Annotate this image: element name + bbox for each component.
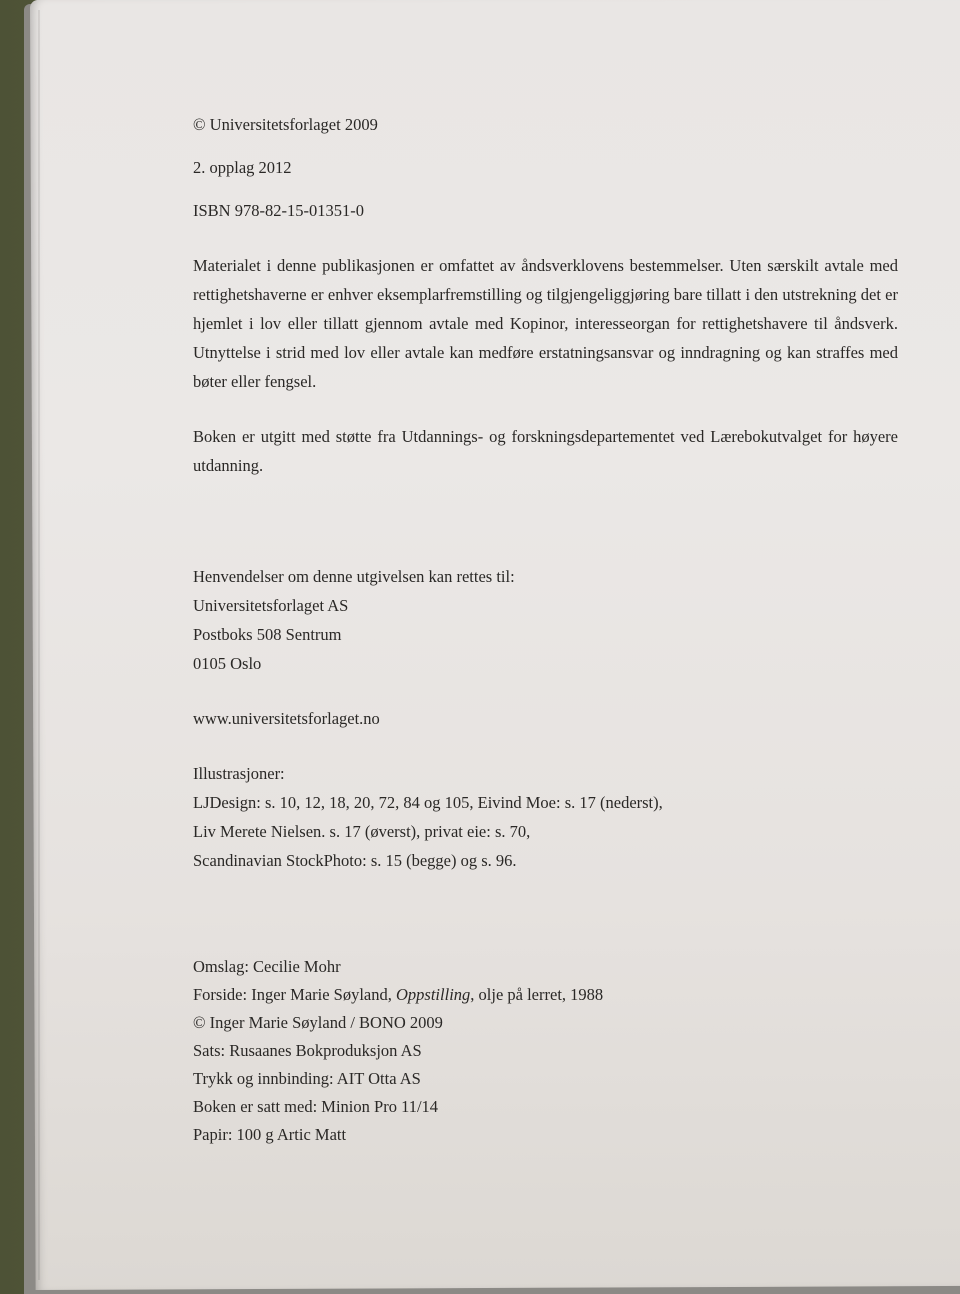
- contact-po-box: Postboks 508 Sentrum: [193, 625, 342, 644]
- publisher-website: www.universitetsforlaget.no: [193, 709, 380, 728]
- illustrations-line-1: LJDesign: s. 10, 12, 18, 20, 72, 84 og 105, Eivind Moe: s. 17 (nederst),: [193, 793, 663, 812]
- paper-credit: Papir: 100 g Artic Matt: [193, 1125, 347, 1144]
- front-artwork-copyright: © Inger Marie Søyland / BONO 2009: [193, 1013, 443, 1032]
- cover-credit: Omslag: Cecilie Mohr: [193, 957, 341, 976]
- contact-city: 0105 Oslo: [193, 654, 262, 673]
- illustrations-line-2: Liv Merete Nielsen. s. 17 (øverst), privat eie: s. 70,: [193, 822, 531, 841]
- illustrations-line-3: Scandinavian StockPhoto: s. 15 (begge) og s. 96.: [193, 851, 517, 870]
- copyright-line: © Universitetsforlaget 2009: [193, 115, 378, 134]
- typeface-credit: Boken er satt med: Minion Pro 11/14: [193, 1097, 439, 1116]
- illustrations-heading: Illustrasjoner:: [193, 764, 285, 783]
- colophon-page-content: [193, 110, 898, 1149]
- front-artwork-title: Oppstilling: [396, 985, 471, 1004]
- front-credit-prefix: Forside: Inger Marie Søyland,: [193, 985, 397, 1004]
- colophon-credits: [193, 953, 898, 1149]
- front-credit-suffix: , olje på lerret, 1988: [470, 985, 604, 1004]
- printing-credit: Trykk og innbinding: AIT Otta AS: [193, 1069, 421, 1088]
- front-credit: [193, 981, 898, 1009]
- isbn-line: ISBN 978-82-15-01351-0: [193, 201, 364, 220]
- copyright-notice-paragraph: Materialet i denne publikasjonen er omfattet av åndsverklovens bestemmelser. Uten særskilt avtale med rettighetshaverne er enhver eksemplarfremstilling og tilgjengeliggjøring bare tillatt i den utstrekning det er hjemlet i lov eller tillatt gjennom avtale med Kopinor, interesseorgan for rettighetshavere til åndsverk. Utnyttelse i strid med lov eller avtale kan medføre erstatningsansvar og inndragning og kan straffes med bøter eller fengsel.: [193, 256, 898, 391]
- contact-intro: Henvendelser om denne utgivelsen kan rettes til:: [193, 567, 515, 586]
- contact-company: Universitetsforlaget AS: [193, 596, 349, 615]
- page-edge: [38, 10, 40, 1280]
- edition-line: 2. opplag 2012: [193, 158, 292, 177]
- funding-paragraph: Boken er utgitt med støtte fra Utdannings- og forskningsdepartementet ved Lærebokutvalget for høyere utdanning.: [193, 427, 898, 475]
- typesetting-credit: Sats: Rusaanes Bokproduksjon AS: [193, 1041, 422, 1060]
